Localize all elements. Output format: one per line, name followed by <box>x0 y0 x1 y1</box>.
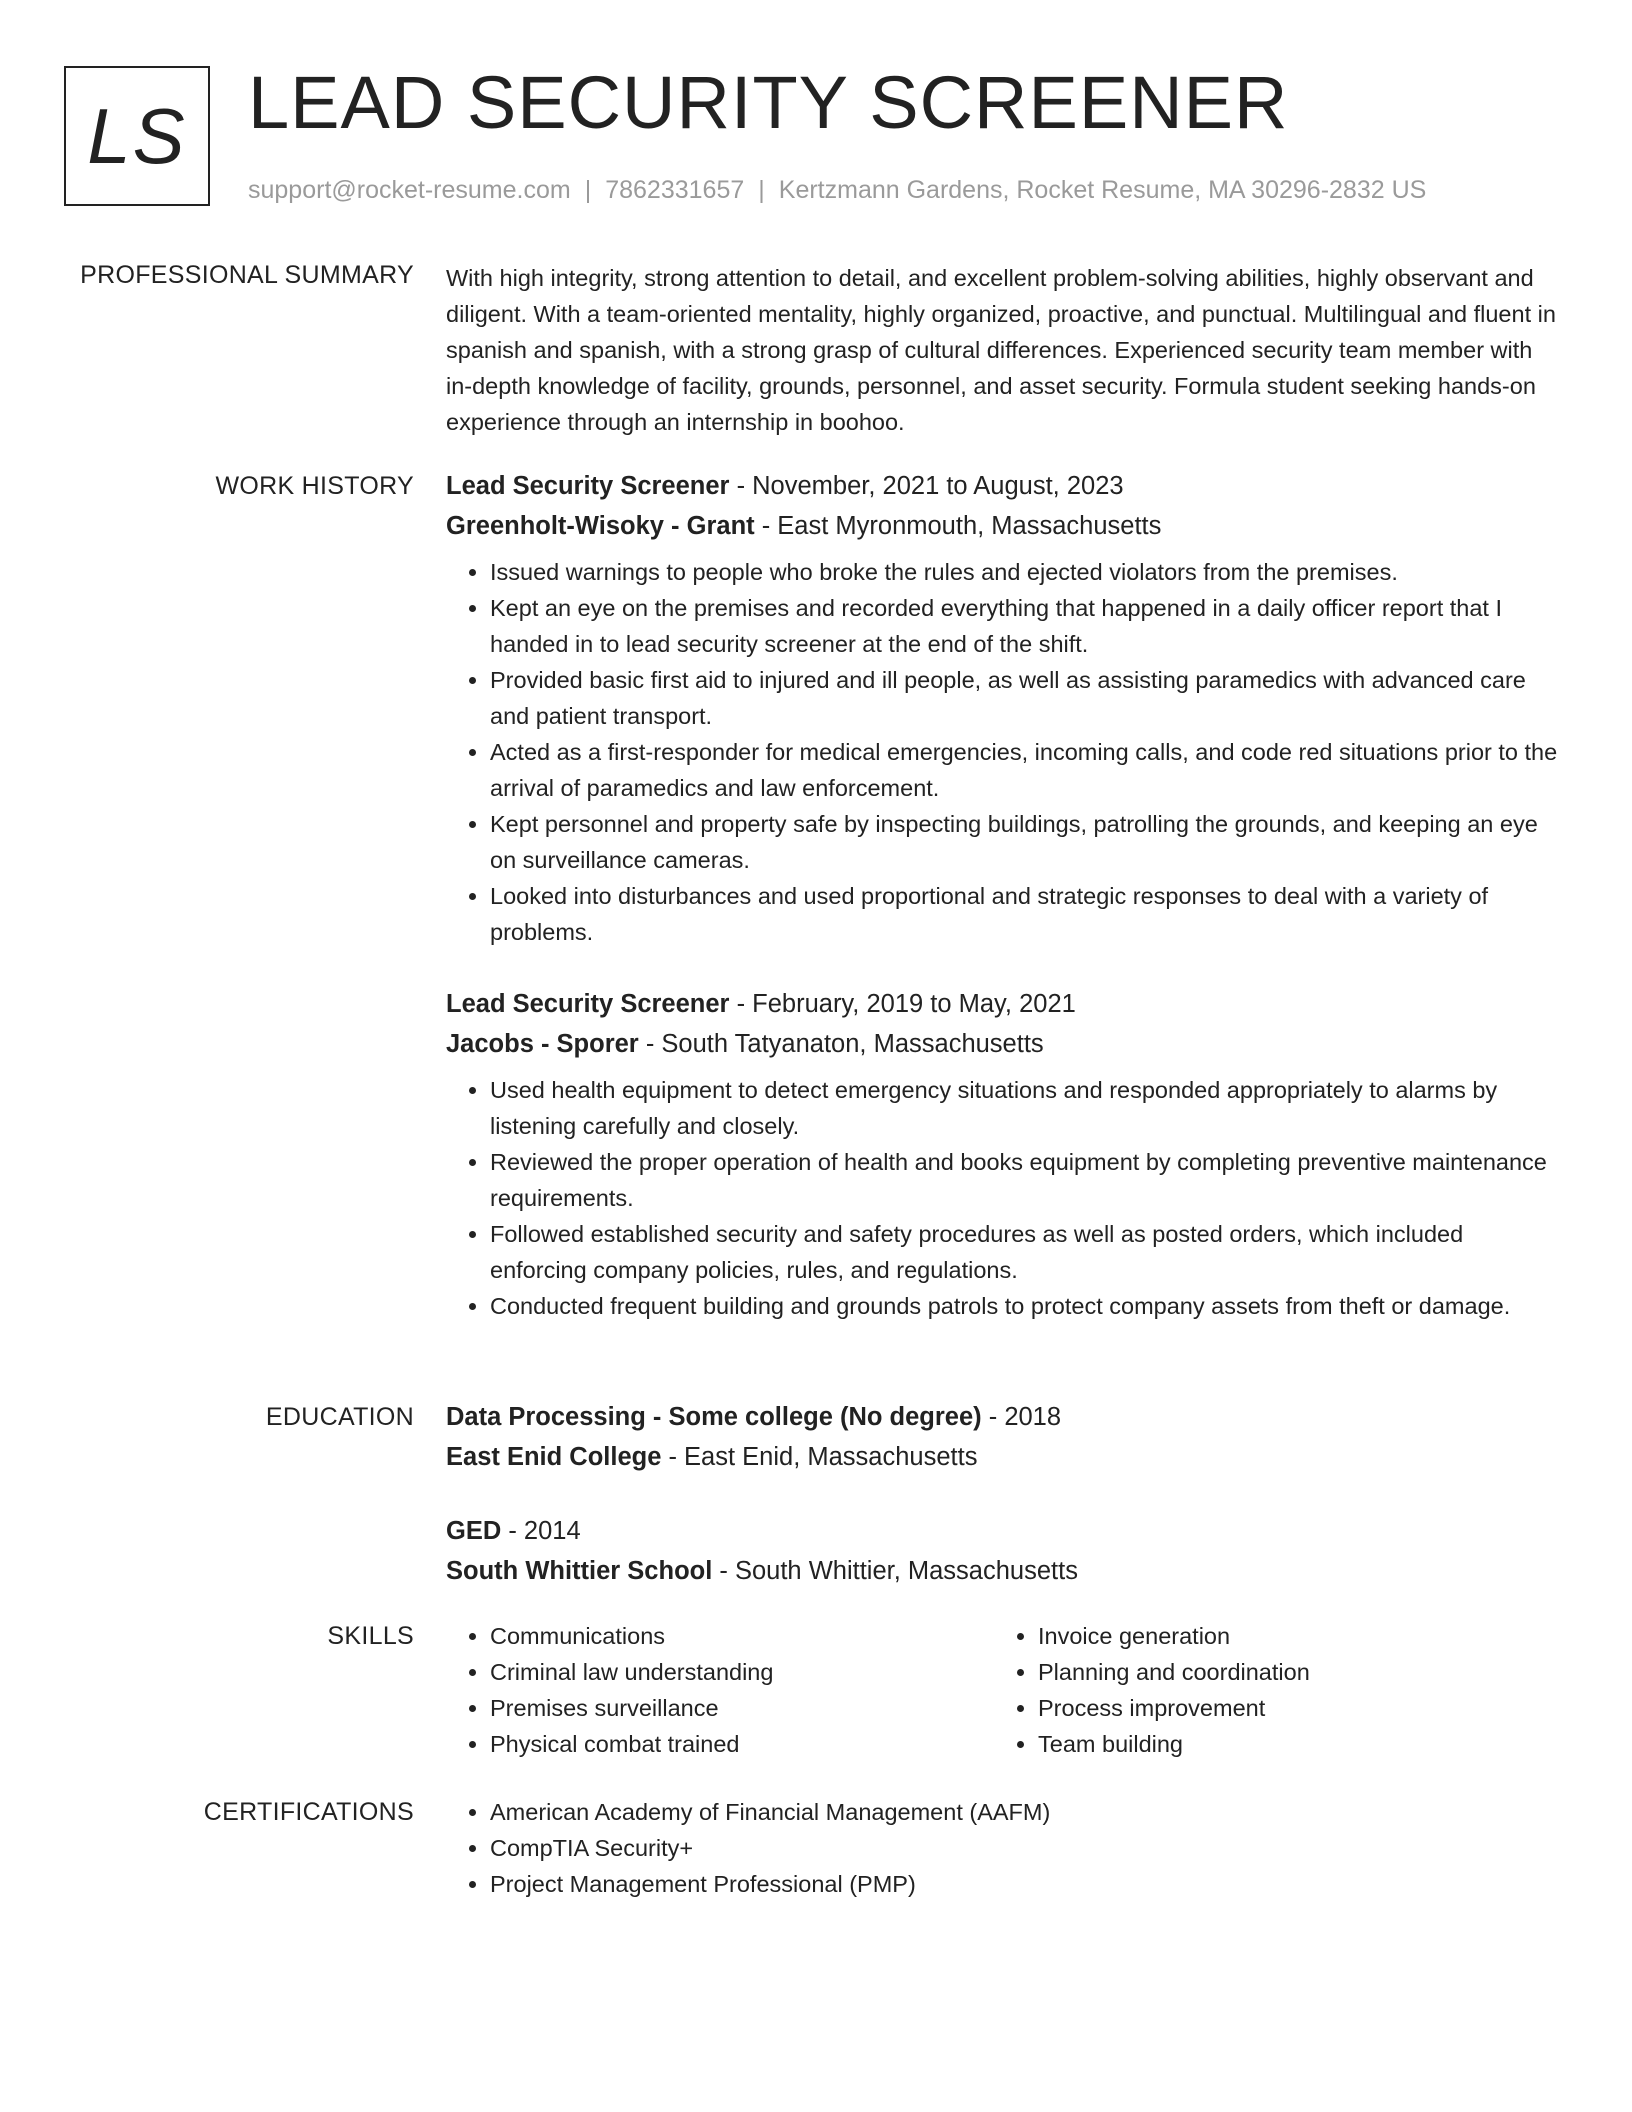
summary-text: With high integrity, strong attention to detail, and excellent problem-solving abilities, highly observant and diligent. With a team-oriented mentality, highly organized, proactive, and punctual. Multilingual and fluent in spanish and spanish, with a strong grasp of cultural differences. Experienced security team member with in-depth knowledge of facility, grounds, personnel, and asset security. Formula student seeking hands-on experience through an internship in boohoo. <box>446 265 1556 435</box>
contact-email: support@rocket-resume.com <box>248 176 571 204</box>
certifications-title: CERTIFICATIONS <box>203 1798 414 1826</box>
job-entry <box>446 984 1560 1324</box>
education-location: - South Whittier, Massachusetts <box>712 1557 1078 1585</box>
education-degree-line <box>446 1397 1560 1437</box>
skills-list-left <box>446 1618 994 1762</box>
education-school: South Whittier School <box>446 1557 713 1585</box>
job-dates: - November, 2021 to August, 2023 <box>729 472 1124 500</box>
job-bullet: • Conducted frequent building and grounds patrols to protect company assets from theft or damage. <box>490 1288 1560 1324</box>
job-bullet: • Looked into disturbances and used proportional and strategic responses to deal with a variety of problems. <box>490 878 1560 950</box>
contact-line <box>248 174 1426 206</box>
education-location: - East Enid, Massachusetts <box>661 1443 978 1471</box>
job-bullet: • Used health equipment to detect emergency situations and responded appropriately to alarms by listening carefully and closely. <box>490 1072 1560 1144</box>
skill-item: • Planning and coordination <box>1038 1654 1542 1690</box>
skill-item: • Team building <box>1038 1726 1542 1762</box>
skills-body <box>446 1618 1560 1762</box>
summary-title: PROFESSIONAL SUMMARY <box>80 261 414 289</box>
education-title: EDUCATION <box>265 1403 414 1431</box>
skills-columns <box>446 1618 1560 1762</box>
education-degree-line <box>446 1511 1560 1551</box>
education-school-line <box>446 1437 1560 1477</box>
job-bullet: • Followed established security and safety procedures as well as posted orders, which included enforcing company policies, rules, and regulations. <box>490 1216 1560 1288</box>
job-role-line <box>446 466 1560 506</box>
education-degree: GED <box>446 1517 502 1545</box>
education-year: - 2014 <box>501 1517 581 1545</box>
skill-item: • Process improvement <box>1038 1690 1542 1726</box>
job-dates: - February, 2019 to May, 2021 <box>729 990 1076 1018</box>
certification-item: • American Academy of Financial Management (AAFM) <box>490 1794 1560 1830</box>
skill-item: • Invoice generation <box>1038 1618 1542 1654</box>
job-company-line <box>446 506 1560 546</box>
job-entry <box>446 466 1560 950</box>
education-school-line <box>446 1551 1560 1591</box>
job-bullet: • Reviewed the proper operation of health and books equipment by completing preventive maintenance requirements. <box>490 1144 1560 1216</box>
education-year: - 2018 <box>981 1403 1062 1431</box>
education-entry <box>446 1511 1560 1591</box>
job-bullet: • Issued warnings to people who broke the rules and ejected violators from the premises. <box>490 554 1560 590</box>
certification-item: • Project Management Professional (PMP) <box>490 1866 1560 1902</box>
skills-title: SKILLS <box>327 1622 414 1650</box>
job-role: Lead Security Screener <box>446 472 730 500</box>
job-bullet: • Kept personnel and property safe by inspecting buildings, patrolling the grounds, and keeping an eye on surveillance cameras. <box>490 806 1560 878</box>
contact-separator: | <box>758 176 765 204</box>
work-history-body <box>446 466 1560 1324</box>
summary-body <box>446 260 1560 440</box>
certifications-body <box>446 1794 1560 1902</box>
job-role: Lead Security Screener <box>446 990 730 1018</box>
job-bullet: • Kept an eye on the premises and recorded everything that happened in a daily officer report that I handed in to lead security screener at the end of the shift. <box>490 590 1560 662</box>
education-degree: Data Processing - Some college (No degree) <box>446 1403 982 1431</box>
job-role-line <box>446 984 1560 1024</box>
work-history-title: WORK HISTORY <box>215 472 414 500</box>
education-school: East Enid College <box>446 1443 662 1471</box>
skill-item: • Communications <box>490 1618 994 1654</box>
job-company: Jacobs - Sporer <box>446 1030 639 1058</box>
job-bullet: • Provided basic first aid to injured and ill people, as well as assisting paramedics with advanced care and patient transport. <box>490 662 1560 734</box>
contact-phone: 7862331657 <box>605 176 745 204</box>
contact-separator: | <box>584 176 592 204</box>
job-location: - South Tatyanaton, Massachusetts <box>638 1030 1044 1058</box>
candidate-name: LEAD SECURITY SCREENER <box>248 61 1289 144</box>
skill-item: • Physical combat trained <box>490 1726 994 1762</box>
job-location: - East Myronmouth, Massachusetts <box>754 512 1162 540</box>
job-company-line <box>446 1024 1560 1064</box>
monogram-box <box>64 66 210 206</box>
job-bullets <box>446 1072 1560 1324</box>
certification-item: • CompTIA Security+ <box>490 1830 1560 1866</box>
job-bullet: • Acted as a first-responder for medical emergencies, incoming calls, and code red situations prior to the arrival of paramedics and law enforcement. <box>490 734 1560 806</box>
skill-item: • Criminal law understanding <box>490 1654 994 1690</box>
skill-item: • Premises surveillance <box>490 1690 994 1726</box>
contact-address: Kertzmann Gardens, Rocket Resume, MA 30296-2832 US <box>778 176 1427 204</box>
certifications-list <box>446 1794 1560 1902</box>
education-body <box>446 1397 1560 1591</box>
job-company: Greenholt-Wisoky - Grant <box>446 512 755 540</box>
education-entry <box>446 1397 1560 1477</box>
job-bullets <box>446 554 1560 950</box>
monogram-initials: LS <box>87 91 187 180</box>
skills-list-right <box>994 1618 1542 1762</box>
